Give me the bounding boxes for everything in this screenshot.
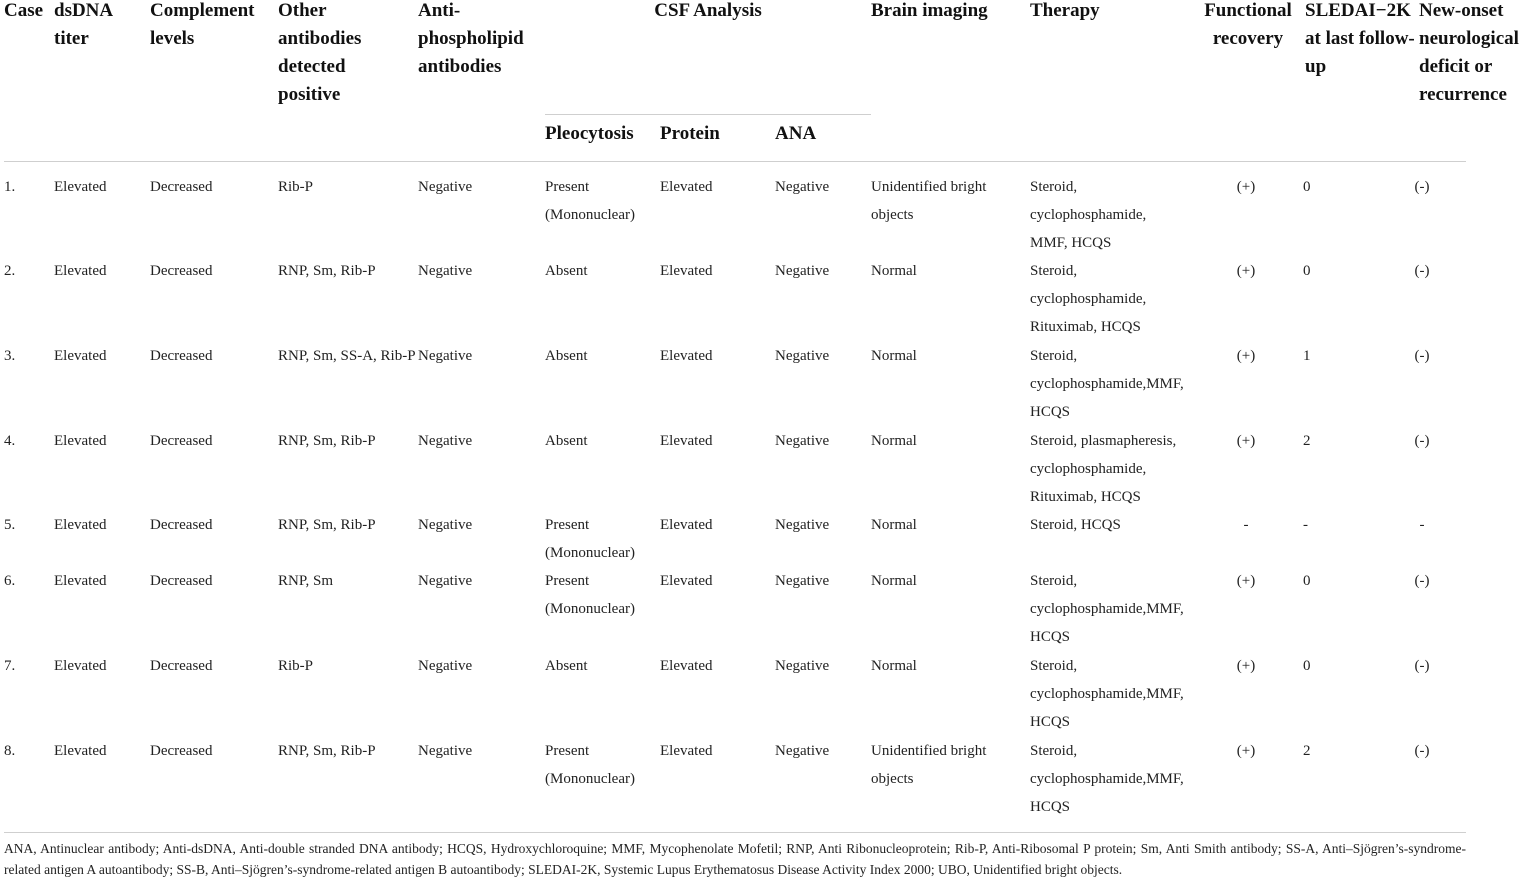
- cell-csf-pleocytosis: Absent: [545, 263, 588, 279]
- cell-case: 2.: [4, 263, 16, 279]
- cell-sledai: 1: [1303, 348, 1311, 364]
- cell-therapy: Steroid,: [1030, 348, 1078, 364]
- cell-brain-imaging: Normal: [871, 658, 917, 674]
- cell-complement: Decreased: [150, 658, 213, 674]
- cell-case: 3.: [4, 348, 16, 364]
- cell-other-antibodies: RNP, Sm: [278, 573, 334, 589]
- header-new-onset: New-onset neurological deficit or recurrence: [1419, 0, 1519, 105]
- cell-csf-ana: Negative: [775, 263, 830, 279]
- cell-antiphospholipid: Negative: [418, 179, 473, 195]
- cell-complement: Decreased: [150, 348, 213, 364]
- cell-antiphospholipid: Negative: [418, 517, 473, 533]
- cell-case: 8.: [4, 743, 16, 759]
- cell-brain-imaging: Normal: [871, 433, 917, 449]
- cell-other-antibodies: Rib-P: [278, 179, 314, 195]
- cell-therapy: HCQS: [1030, 404, 1071, 420]
- cell-brain-imaging: Normal: [871, 517, 917, 533]
- cell-csf-pleocytosis: Absent: [545, 348, 588, 364]
- cell-sledai: 2: [1303, 743, 1311, 759]
- cell-sledai: 0: [1303, 658, 1311, 674]
- cell-case: 4.: [4, 433, 16, 449]
- cell-complement: Decreased: [150, 179, 213, 195]
- cell-functional-recovery: (+): [1236, 658, 1256, 674]
- header-functional-recovery: Functional recovery: [1204, 0, 1292, 49]
- cell-therapy: HCQS: [1030, 714, 1071, 730]
- cell-new-onset: (-): [1414, 179, 1430, 195]
- cell-dsdna: Elevated: [54, 573, 107, 589]
- cell-other-antibodies: RNP, Sm, Rib-P: [278, 517, 376, 533]
- header-csf-pleocytosis: Pleocytosis: [545, 123, 634, 144]
- cell-therapy: cyclophosphamide,MMF,: [1030, 376, 1184, 392]
- cell-other-antibodies: RNP, Sm, SS-A, Rib-P: [278, 348, 416, 364]
- cell-antiphospholipid: Negative: [418, 433, 473, 449]
- cell-case: 5.: [4, 517, 16, 533]
- cell-therapy: cyclophosphamide,: [1030, 461, 1147, 477]
- cell-complement: Decreased: [150, 263, 213, 279]
- cell-antiphospholipid: Negative: [418, 263, 473, 279]
- cell-functional-recovery: (+): [1236, 179, 1256, 195]
- cell-case: 6.: [4, 573, 16, 589]
- header-therapy: Therapy: [1030, 0, 1100, 21]
- cell-other-antibodies: RNP, Sm, Rib-P: [278, 743, 376, 759]
- cell-csf-ana: Negative: [775, 573, 830, 589]
- header-csf-protein: Protein: [660, 123, 720, 144]
- cell-functional-recovery: (+): [1236, 433, 1256, 449]
- header-brain-imaging: Brain imaging: [871, 0, 988, 21]
- cell-csf-protein: Elevated: [660, 658, 713, 674]
- cell-functional-recovery: (+): [1236, 743, 1256, 759]
- cell-dsdna: Elevated: [54, 263, 107, 279]
- cell-therapy: Steroid,: [1030, 658, 1078, 674]
- cell-sledai: -: [1303, 517, 1308, 533]
- cell-sledai: 0: [1303, 573, 1311, 589]
- cell-therapy: cyclophosphamide,MMF,: [1030, 771, 1184, 787]
- cell-therapy: HCQS: [1030, 629, 1071, 645]
- header-csf-analysis: CSF Analysis: [654, 0, 762, 21]
- cell-functional-recovery: (+): [1236, 263, 1256, 279]
- header-bottom-rule: [4, 161, 1466, 162]
- cell-brain-imaging: Unidentified bright: [871, 179, 987, 195]
- cell-therapy: HCQS: [1030, 799, 1071, 815]
- cell-dsdna: Elevated: [54, 179, 107, 195]
- table-bottom-rule: [4, 832, 1466, 833]
- cell-functional-recovery: (+): [1236, 573, 1256, 589]
- cell-new-onset: (-): [1414, 348, 1430, 364]
- cell-new-onset: (-): [1414, 658, 1430, 674]
- cell-case: 1.: [4, 179, 16, 195]
- cell-csf-protein: Elevated: [660, 263, 713, 279]
- cell-therapy: cyclophosphamide,MMF,: [1030, 686, 1184, 702]
- cell-complement: Decreased: [150, 433, 213, 449]
- cell-csf-pleocytosis: (Mononuclear): [545, 207, 635, 223]
- cell-csf-ana: Negative: [775, 743, 830, 759]
- header-csf-ana: ANA: [775, 123, 817, 144]
- cell-dsdna: Elevated: [54, 433, 107, 449]
- cell-therapy: cyclophosphamide,MMF,: [1030, 601, 1184, 617]
- cell-therapy: Steroid,: [1030, 179, 1078, 195]
- cell-csf-pleocytosis: (Mononuclear): [545, 601, 635, 617]
- cell-new-onset: (-): [1414, 743, 1430, 759]
- cell-therapy: Steroid,: [1030, 573, 1078, 589]
- cell-functional-recovery: -: [1243, 517, 1249, 533]
- table-footnote: ANA, Antinuclear antibody; Anti-dsDNA, Anti-double stranded DNA antibody; HCQS, Hydroxychloroquine; MMF, Mycophenolate Mofetil; RNP, Anti Ribonucleoprotein; Rib-P, Anti-Ribosomal P protein; Sm, Anti Smith antibody; SS-A, Anti–Sjögren’s-syndrome-related antigen A autoantibody; SS-B, Anti–Sjögren’s-syndrome-related antigen B autoantibody; SLEDAI-2K, Systemic Lupus Erythematosus Disease Activity Index 2000; UBO, Unidentified bright objects.: [4, 841, 1466, 877]
- cell-csf-pleocytosis: Present: [545, 743, 590, 759]
- cell-new-onset: (-): [1414, 263, 1430, 279]
- cell-dsdna: Elevated: [54, 658, 107, 674]
- cell-csf-protein: Elevated: [660, 179, 713, 195]
- cell-csf-pleocytosis: Absent: [545, 658, 588, 674]
- cell-csf-protein: Elevated: [660, 743, 713, 759]
- header-other-antibodies: Other antibodies detected positive: [278, 0, 362, 105]
- cell-therapy: cyclophosphamide,: [1030, 207, 1147, 223]
- cell-therapy: cyclophosphamide,: [1030, 291, 1147, 307]
- cell-brain-imaging: objects: [871, 207, 914, 223]
- cell-brain-imaging: Normal: [871, 348, 917, 364]
- cell-new-onset: (-): [1414, 573, 1430, 589]
- cell-csf-ana: Negative: [775, 179, 830, 195]
- cell-therapy: MMF, HCQS: [1030, 235, 1112, 251]
- csf-subheader-rule: [545, 114, 871, 115]
- cell-brain-imaging: Normal: [871, 263, 917, 279]
- cell-csf-pleocytosis: Present: [545, 573, 590, 589]
- cell-new-onset: (-): [1414, 433, 1430, 449]
- cell-dsdna: Elevated: [54, 348, 107, 364]
- cell-csf-ana: Negative: [775, 348, 830, 364]
- cell-therapy: Rituximab, HCQS: [1030, 489, 1141, 505]
- cell-brain-imaging: Normal: [871, 573, 917, 589]
- cell-brain-imaging: Unidentified bright: [871, 743, 987, 759]
- cell-sledai: 2: [1303, 433, 1311, 449]
- cell-csf-pleocytosis: (Mononuclear): [545, 545, 635, 561]
- header-dsdna-titer: dsDNA titer: [54, 0, 113, 49]
- cell-antiphospholipid: Negative: [418, 658, 473, 674]
- cell-csf-pleocytosis: Present: [545, 179, 590, 195]
- header-case: Case: [4, 0, 44, 21]
- cell-csf-ana: Negative: [775, 433, 830, 449]
- cell-csf-pleocytosis: (Mononuclear): [545, 771, 635, 787]
- cell-therapy: Steroid, HCQS: [1030, 517, 1121, 533]
- cell-csf-protein: Elevated: [660, 517, 713, 533]
- cell-dsdna: Elevated: [54, 743, 107, 759]
- header-sledai: SLEDAI−2K at last follow-up: [1305, 0, 1415, 77]
- cell-therapy: Steroid, plasmapheresis,: [1030, 433, 1177, 449]
- cell-csf-ana: Negative: [775, 658, 830, 674]
- cell-complement: Decreased: [150, 573, 213, 589]
- cell-antiphospholipid: Negative: [418, 743, 473, 759]
- cell-complement: Decreased: [150, 743, 213, 759]
- cell-csf-protein: Elevated: [660, 348, 713, 364]
- cell-other-antibodies: RNP, Sm, Rib-P: [278, 263, 376, 279]
- cell-therapy: Steroid,: [1030, 263, 1078, 279]
- cell-functional-recovery: (+): [1236, 348, 1256, 364]
- cell-csf-pleocytosis: Absent: [545, 433, 588, 449]
- cell-antiphospholipid: Negative: [418, 573, 473, 589]
- cell-therapy: Rituximab, HCQS: [1030, 319, 1141, 335]
- cell-case: 7.: [4, 658, 16, 674]
- cell-csf-pleocytosis: Present: [545, 517, 590, 533]
- cell-other-antibodies: Rib-P: [278, 658, 314, 674]
- cell-complement: Decreased: [150, 517, 213, 533]
- cell-other-antibodies: RNP, Sm, Rib-P: [278, 433, 376, 449]
- cell-therapy: Steroid,: [1030, 743, 1078, 759]
- cell-brain-imaging: objects: [871, 771, 914, 787]
- cell-csf-ana: Negative: [775, 517, 830, 533]
- cell-csf-protein: Elevated: [660, 573, 713, 589]
- cell-csf-protein: Elevated: [660, 433, 713, 449]
- cell-dsdna: Elevated: [54, 517, 107, 533]
- cell-sledai: 0: [1303, 179, 1311, 195]
- header-antiphospholipid: Anti-phospholipid antibodies: [418, 0, 524, 77]
- cell-new-onset: -: [1419, 517, 1425, 533]
- cell-antiphospholipid: Negative: [418, 348, 473, 364]
- header-complement-levels: Complement levels: [150, 0, 255, 49]
- cell-sledai: 0: [1303, 263, 1311, 279]
